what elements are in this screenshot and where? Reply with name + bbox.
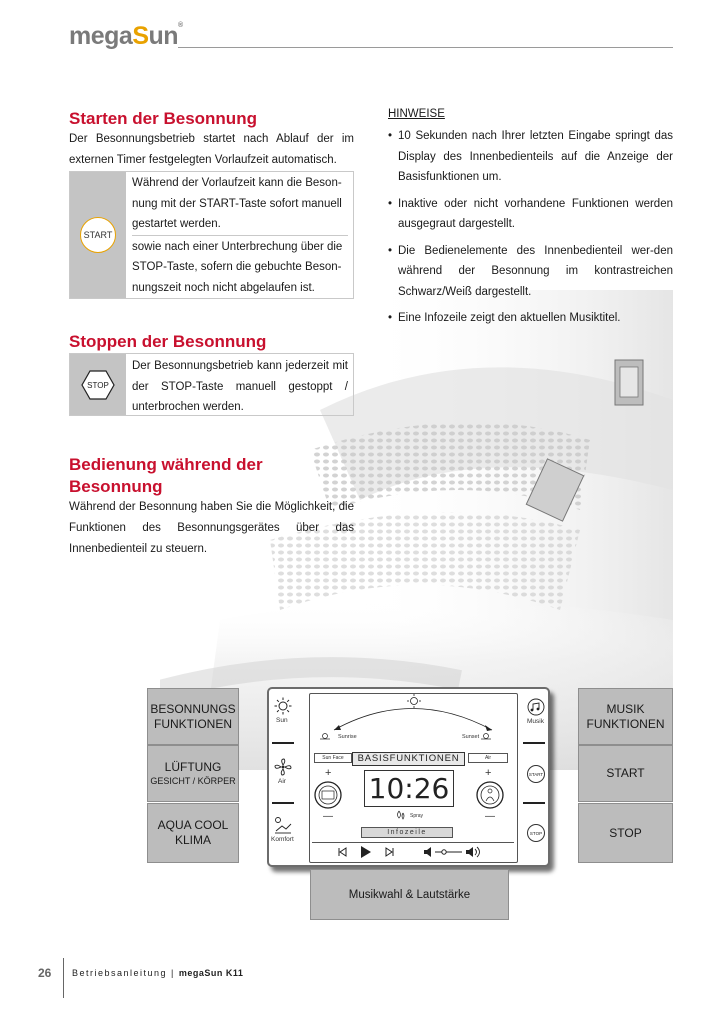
- face-tanner-icon[interactable]: [312, 781, 344, 809]
- hinweise-item: • 10 Sekunden nach Ihrer letzten Eingabe springt das Display des Innenbedienteils auf die Anzeige der Basisfunktionen um.: [388, 126, 673, 188]
- ventilation-button[interactable]: LÜFTUNG GESICHT / KÖRPER: [147, 745, 239, 802]
- header-divider: [178, 47, 673, 48]
- hinweise-item: • Eine Infozeile zeigt den aktuellen Musiktitel.: [388, 308, 673, 329]
- start-info-row-2: sowie nach einer Unterbrechung über die STOP-Taste, sofern die gebuchte Beson-nungszeit noch nicht abgelaufen ist.: [132, 235, 348, 299]
- start-button[interactable]: START: [578, 745, 673, 802]
- volume-slider[interactable]: [422, 846, 484, 858]
- divider: [272, 742, 294, 744]
- sunset-label: Sunset: [462, 734, 480, 740]
- start-info-table: [69, 171, 354, 299]
- minus-right[interactable]: —: [485, 811, 495, 822]
- screen-stop-icon[interactable]: STOP: [527, 824, 545, 842]
- page-number: 26: [38, 966, 52, 980]
- brand-logo: megaSun®: [69, 22, 183, 50]
- comfort-icon[interactable]: [273, 815, 293, 835]
- plus-left[interactable]: +: [325, 767, 332, 779]
- hinweise-title: HINWEISE: [388, 108, 445, 120]
- screen-start-icon[interactable]: START: [527, 765, 545, 783]
- spray-icon[interactable]: [396, 810, 406, 820]
- musik-label: Musik: [527, 718, 544, 725]
- section-operation-text: Während der Besonnung haben Sie die Möglichkeit, die Funktionen des Besonnungsgerätes über das Innenbedienteil zu steuern.: [69, 501, 354, 555]
- basis-functions-title: BASISFUNKTIONEN: [352, 752, 465, 766]
- aqua-cool-button[interactable]: AQUA COOL KLIMA: [147, 803, 239, 863]
- previous-track-icon[interactable]: [337, 847, 347, 857]
- minus-left[interactable]: —: [323, 811, 333, 822]
- sun-functions-button[interactable]: BESONNUNGS FUNKTIONEN: [147, 688, 239, 745]
- plus-right[interactable]: +: [485, 767, 492, 779]
- play-icon[interactable]: [360, 845, 372, 859]
- info-line: Infozeile: [361, 827, 453, 838]
- start-icon: START: [80, 217, 116, 253]
- stop-icon-cell: [70, 354, 126, 415]
- spray-label: Spray: [410, 813, 424, 819]
- hinweise-item: • Die Bedienelemente des Innenbedienteil wer-den während der Besonnung im kontrastreichen Schwarz/Weiß dargestellt.: [388, 241, 673, 303]
- hinweise-item: • Inaktive oder nicht vorhandene Funktionen werden ausgegraut dargestellt.: [388, 194, 673, 235]
- section-title-stop: Stoppen der Besonnung: [69, 332, 267, 351]
- sun-label: Sun: [276, 717, 288, 724]
- divider: [272, 802, 294, 804]
- sunrise-label: Sunrise: [338, 734, 357, 740]
- footer-divider: [63, 958, 64, 998]
- music-selection-volume-button[interactable]: Musikwahl & Lautstärke: [310, 869, 509, 920]
- divider: [523, 802, 545, 804]
- sun-face-tab[interactable]: Sun Face: [314, 753, 352, 763]
- body-air-icon[interactable]: [474, 781, 506, 809]
- section-start-intro: Der Besonnungsbetrieb startet nach Ablauf der im externen Timer festgelegten Vorlaufzeit automatisch.: [69, 133, 354, 166]
- time-display: 10:26: [364, 770, 454, 807]
- footer-title: Betriebsanleitung | megaSun K11: [72, 968, 244, 978]
- svg-text:STOP: STOP: [87, 380, 109, 390]
- stop-info-text: Der Besonnungsbetrieb kann jederzeit mit der STOP-Taste manuell gestoppt / unterbrochen werden.: [132, 360, 348, 413]
- section-title-start: Starten der Besonnung: [69, 109, 257, 128]
- start-info-row-1: Während der Vorlaufzeit kann die Beson-nung mit der START-Taste sofort manuell gestartet werden.: [132, 177, 342, 230]
- air-label: Air: [278, 778, 286, 785]
- hinweise-list: [388, 126, 673, 335]
- air-tab[interactable]: Air: [468, 753, 508, 763]
- sun-icon[interactable]: [274, 697, 292, 715]
- music-icon[interactable]: [527, 698, 545, 716]
- section-title-operation: Bedienung während der Besonnung: [69, 455, 263, 496]
- next-track-icon[interactable]: [385, 847, 395, 857]
- stop-button[interactable]: STOP: [578, 803, 673, 863]
- divider: [523, 742, 545, 744]
- fan-icon[interactable]: [274, 758, 292, 776]
- start-icon-cell: [70, 172, 126, 298]
- komfort-label: Komfort: [271, 836, 294, 843]
- music-functions-button[interactable]: MUSIK FUNKTIONEN: [578, 688, 673, 745]
- stop-info-table: [69, 353, 354, 416]
- stop-icon: [81, 370, 115, 400]
